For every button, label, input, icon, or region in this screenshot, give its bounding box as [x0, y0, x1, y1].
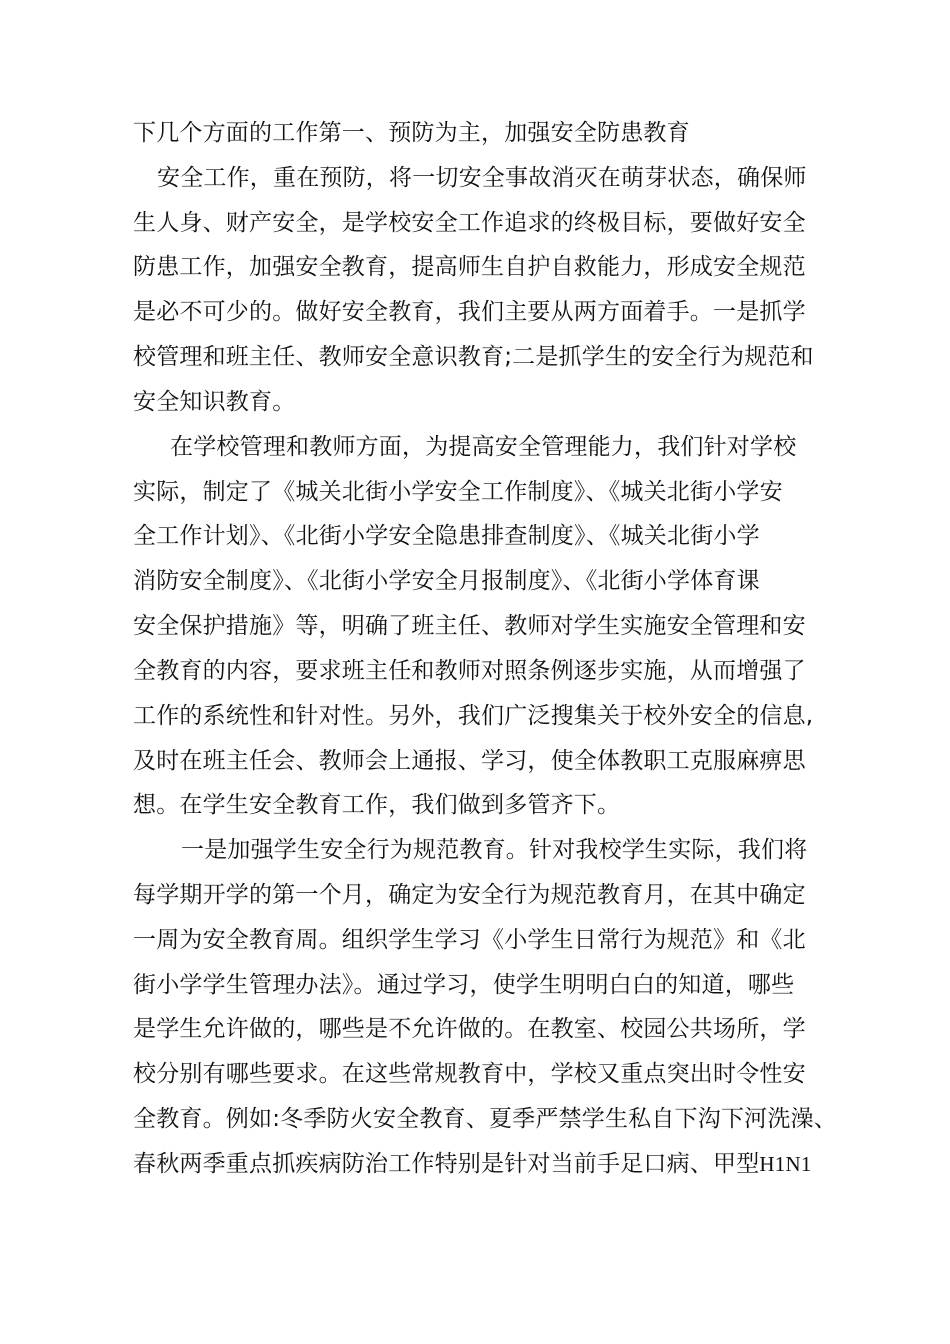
text-line: 实际，制定了《城关北街小学安全工作制度》、《城关北街小学安 — [133, 479, 783, 505]
text-line: 及时在班主任会、教师会上通报、学习，使全体教职工克服麻痹思 — [133, 748, 806, 774]
text-line-main: 春秋两季重点抓疾病防治工作特别是针对当前手足口病、甲型 — [133, 1151, 760, 1177]
text-line: 安全知识教育。 — [133, 389, 296, 415]
text-line: 想。在学生安全教育工作，我们做到多管齐下。 — [133, 792, 621, 818]
paragraph-first-line: 在学校管理和教师方面，为提高安全管理能力，我们针对学校 — [170, 434, 797, 460]
text-line: 生人身、财产安全，是学校安全工作追求的终极目标，要做好安全 — [133, 210, 806, 236]
text-line: 全教育的内容，要求班主任和教师对照条例逐步实施，从而增强了 — [133, 658, 806, 684]
paragraph-first-line: 一是加强学生安全行为规范教育。针对我校学生实际，我们将 — [181, 837, 808, 863]
paragraph-first-line: 安全工作，重在预防，将一切安全事故消灭在萌芽状态，确保师 — [157, 165, 807, 191]
text-line: 校分别有哪些要求。在这些常规教育中，学校又重点突出时令性安 — [133, 1061, 806, 1087]
text-line: 消防安全制度》、《北街小学安全月报制度》、《北街小学体育课 — [133, 568, 760, 594]
text-line: 防患工作，加强安全教育，提高师生自护自救能力，形成安全规范 — [133, 254, 806, 280]
text-line: 安全保护措施》等，明确了班主任、教师对学生实施安全管理和安 — [133, 613, 806, 639]
text-line: 全工作计划》、《北街小学安全隐患排查制度》、《城关北街小学 — [133, 523, 760, 549]
text-line: 街小学学生管理办法》。通过学习，使学生明明白白的知道，哪些 — [133, 972, 795, 998]
virus-code: H1N1 — [759, 1152, 812, 1176]
text-line — [133, 1149, 812, 1179]
text-line: 全教育。例如:冬季防火安全教育、夏季严禁学生私自下沟下河洗澡、 — [133, 1106, 837, 1132]
text-line: 一周为安全教育周。组织学生学习《小学生日常行为规范》和《北 — [133, 927, 806, 953]
text-line: 工作的系统性和针对性。另外，我们广泛搜集关于校外安全的信息, — [133, 703, 814, 729]
text-line: 每学期开学的第一个月，确定为安全行为规范教育月，在其中确定 — [133, 882, 806, 908]
text-line: 是必不可少的。做好安全教育，我们主要从两方面着手。一是抓学 — [133, 299, 806, 325]
text-line: 是学生允许做的，哪些是不允许做的。在教室、校园公共场所，学 — [133, 1016, 806, 1042]
text-line: 下几个方面的工作第一、预防为主，加强安全防患教育 — [133, 120, 690, 146]
text-line: 校管理和班主任、教师安全意识教育;二是抓学生的安全行为规范和 — [133, 344, 814, 370]
